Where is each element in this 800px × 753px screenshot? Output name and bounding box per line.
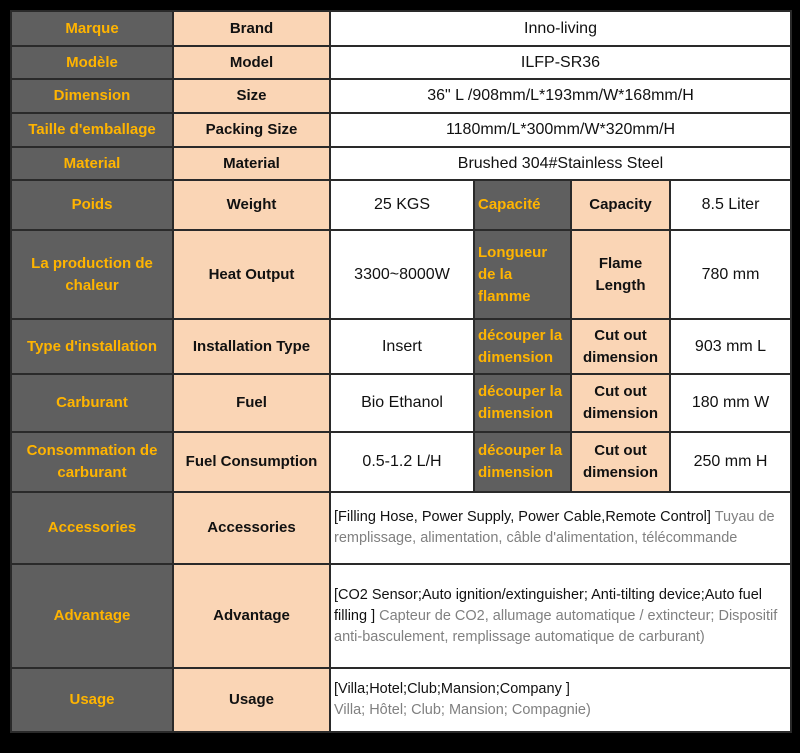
label-en: Packing Size (173, 113, 330, 147)
label-en-2: Cut out dimension (571, 319, 670, 374)
value-fr: Villa; Hôtel; Club; Mansion; Compagnie) (334, 702, 591, 718)
label-fr: Advantage (11, 564, 173, 668)
value (330, 668, 791, 732)
value-2: 250 mm H (670, 432, 791, 492)
label-fr-2: Longueur de la flamme (474, 230, 571, 319)
value-2: 8.5 Liter (670, 180, 791, 230)
value-en: [Villa;Hotel;Club;Mansion;Company ] (334, 681, 570, 697)
table-row (11, 113, 791, 147)
label-fr-2: découper la dimension (474, 432, 571, 492)
value: 3300~8000W (330, 230, 474, 319)
label-en: Heat Output (173, 230, 330, 319)
spec-table (10, 10, 792, 733)
label-en: Usage (173, 668, 330, 732)
label-fr: Usage (11, 668, 173, 732)
value: 36" L /908mm/L*193mm/W*168mm/H (330, 79, 791, 113)
label-fr: Carburant (11, 374, 173, 432)
label-fr-2: Capacité (474, 180, 571, 230)
value (330, 564, 791, 668)
label-fr: Poids (11, 180, 173, 230)
table-row (11, 668, 791, 732)
label-fr: Marque (11, 11, 173, 46)
table-row (11, 180, 791, 230)
table-row (11, 432, 791, 492)
value: Inno-living (330, 11, 791, 46)
value: Insert (330, 319, 474, 374)
value-en: [Filling Hose, Power Supply, Power Cable,Remote Control] (334, 509, 711, 525)
value: 0.5-1.2 L/H (330, 432, 474, 492)
label-en-2: Flame Length (571, 230, 670, 319)
label-fr-2: découper la dimension (474, 319, 571, 374)
label-en: Model (173, 46, 330, 79)
label-en: Fuel (173, 374, 330, 432)
value: Brushed 304#Stainless Steel (330, 147, 791, 180)
label-fr-2: découper la dimension (474, 374, 571, 432)
value: Bio Ethanol (330, 374, 474, 432)
label-fr: Accessories (11, 492, 173, 564)
table-row (11, 147, 791, 180)
value (330, 492, 791, 564)
table-row (11, 11, 791, 46)
label-en-2: Cut out dimension (571, 374, 670, 432)
label-fr: Modèle (11, 46, 173, 79)
label-en-2: Capacity (571, 180, 670, 230)
label-en: Installation Type (173, 319, 330, 374)
value-fr: Capteur de CO2, allumage automatique / extincteur; Dispositif anti-basculement, remplissage automatique de carburant) (334, 607, 778, 645)
value-2: 780 mm (670, 230, 791, 319)
value: 1180mm/L*300mm/W*320mm/H (330, 113, 791, 147)
label-en: Accessories (173, 492, 330, 564)
value-2: 903 mm L (670, 319, 791, 374)
value: ILFP-SR36 (330, 46, 791, 79)
label-en: Advantage (173, 564, 330, 668)
value-2: 180 mm W (670, 374, 791, 432)
table-row (11, 79, 791, 113)
label-fr: La production de chaleur (11, 230, 173, 319)
label-fr: Dimension (11, 79, 173, 113)
label-en: Weight (173, 180, 330, 230)
table-row (11, 374, 791, 432)
label-en-2: Cut out dimension (571, 432, 670, 492)
label-fr: Material (11, 147, 173, 180)
label-en: Brand (173, 11, 330, 46)
table-row (11, 319, 791, 374)
table-row (11, 46, 791, 79)
value-en: [CO2 Sensor;Auto ignition/extinguisher; Anti-tilting device;Auto fuel filling ] (334, 586, 762, 624)
label-fr: Taille d'emballage (11, 113, 173, 147)
table-row (11, 564, 791, 668)
label-en: Material (173, 147, 330, 180)
value-fr: Tuyau de remplissage, alimentation, câble d'alimentation, télécommande (334, 509, 775, 546)
label-en: Size (173, 79, 330, 113)
table-row (11, 492, 791, 564)
table-row (11, 230, 791, 319)
value: 25 KGS (330, 180, 474, 230)
label-en: Fuel Consumption (173, 432, 330, 492)
label-fr: Type d'installation (11, 319, 173, 374)
label-fr: Consommation de carburant (11, 432, 173, 492)
